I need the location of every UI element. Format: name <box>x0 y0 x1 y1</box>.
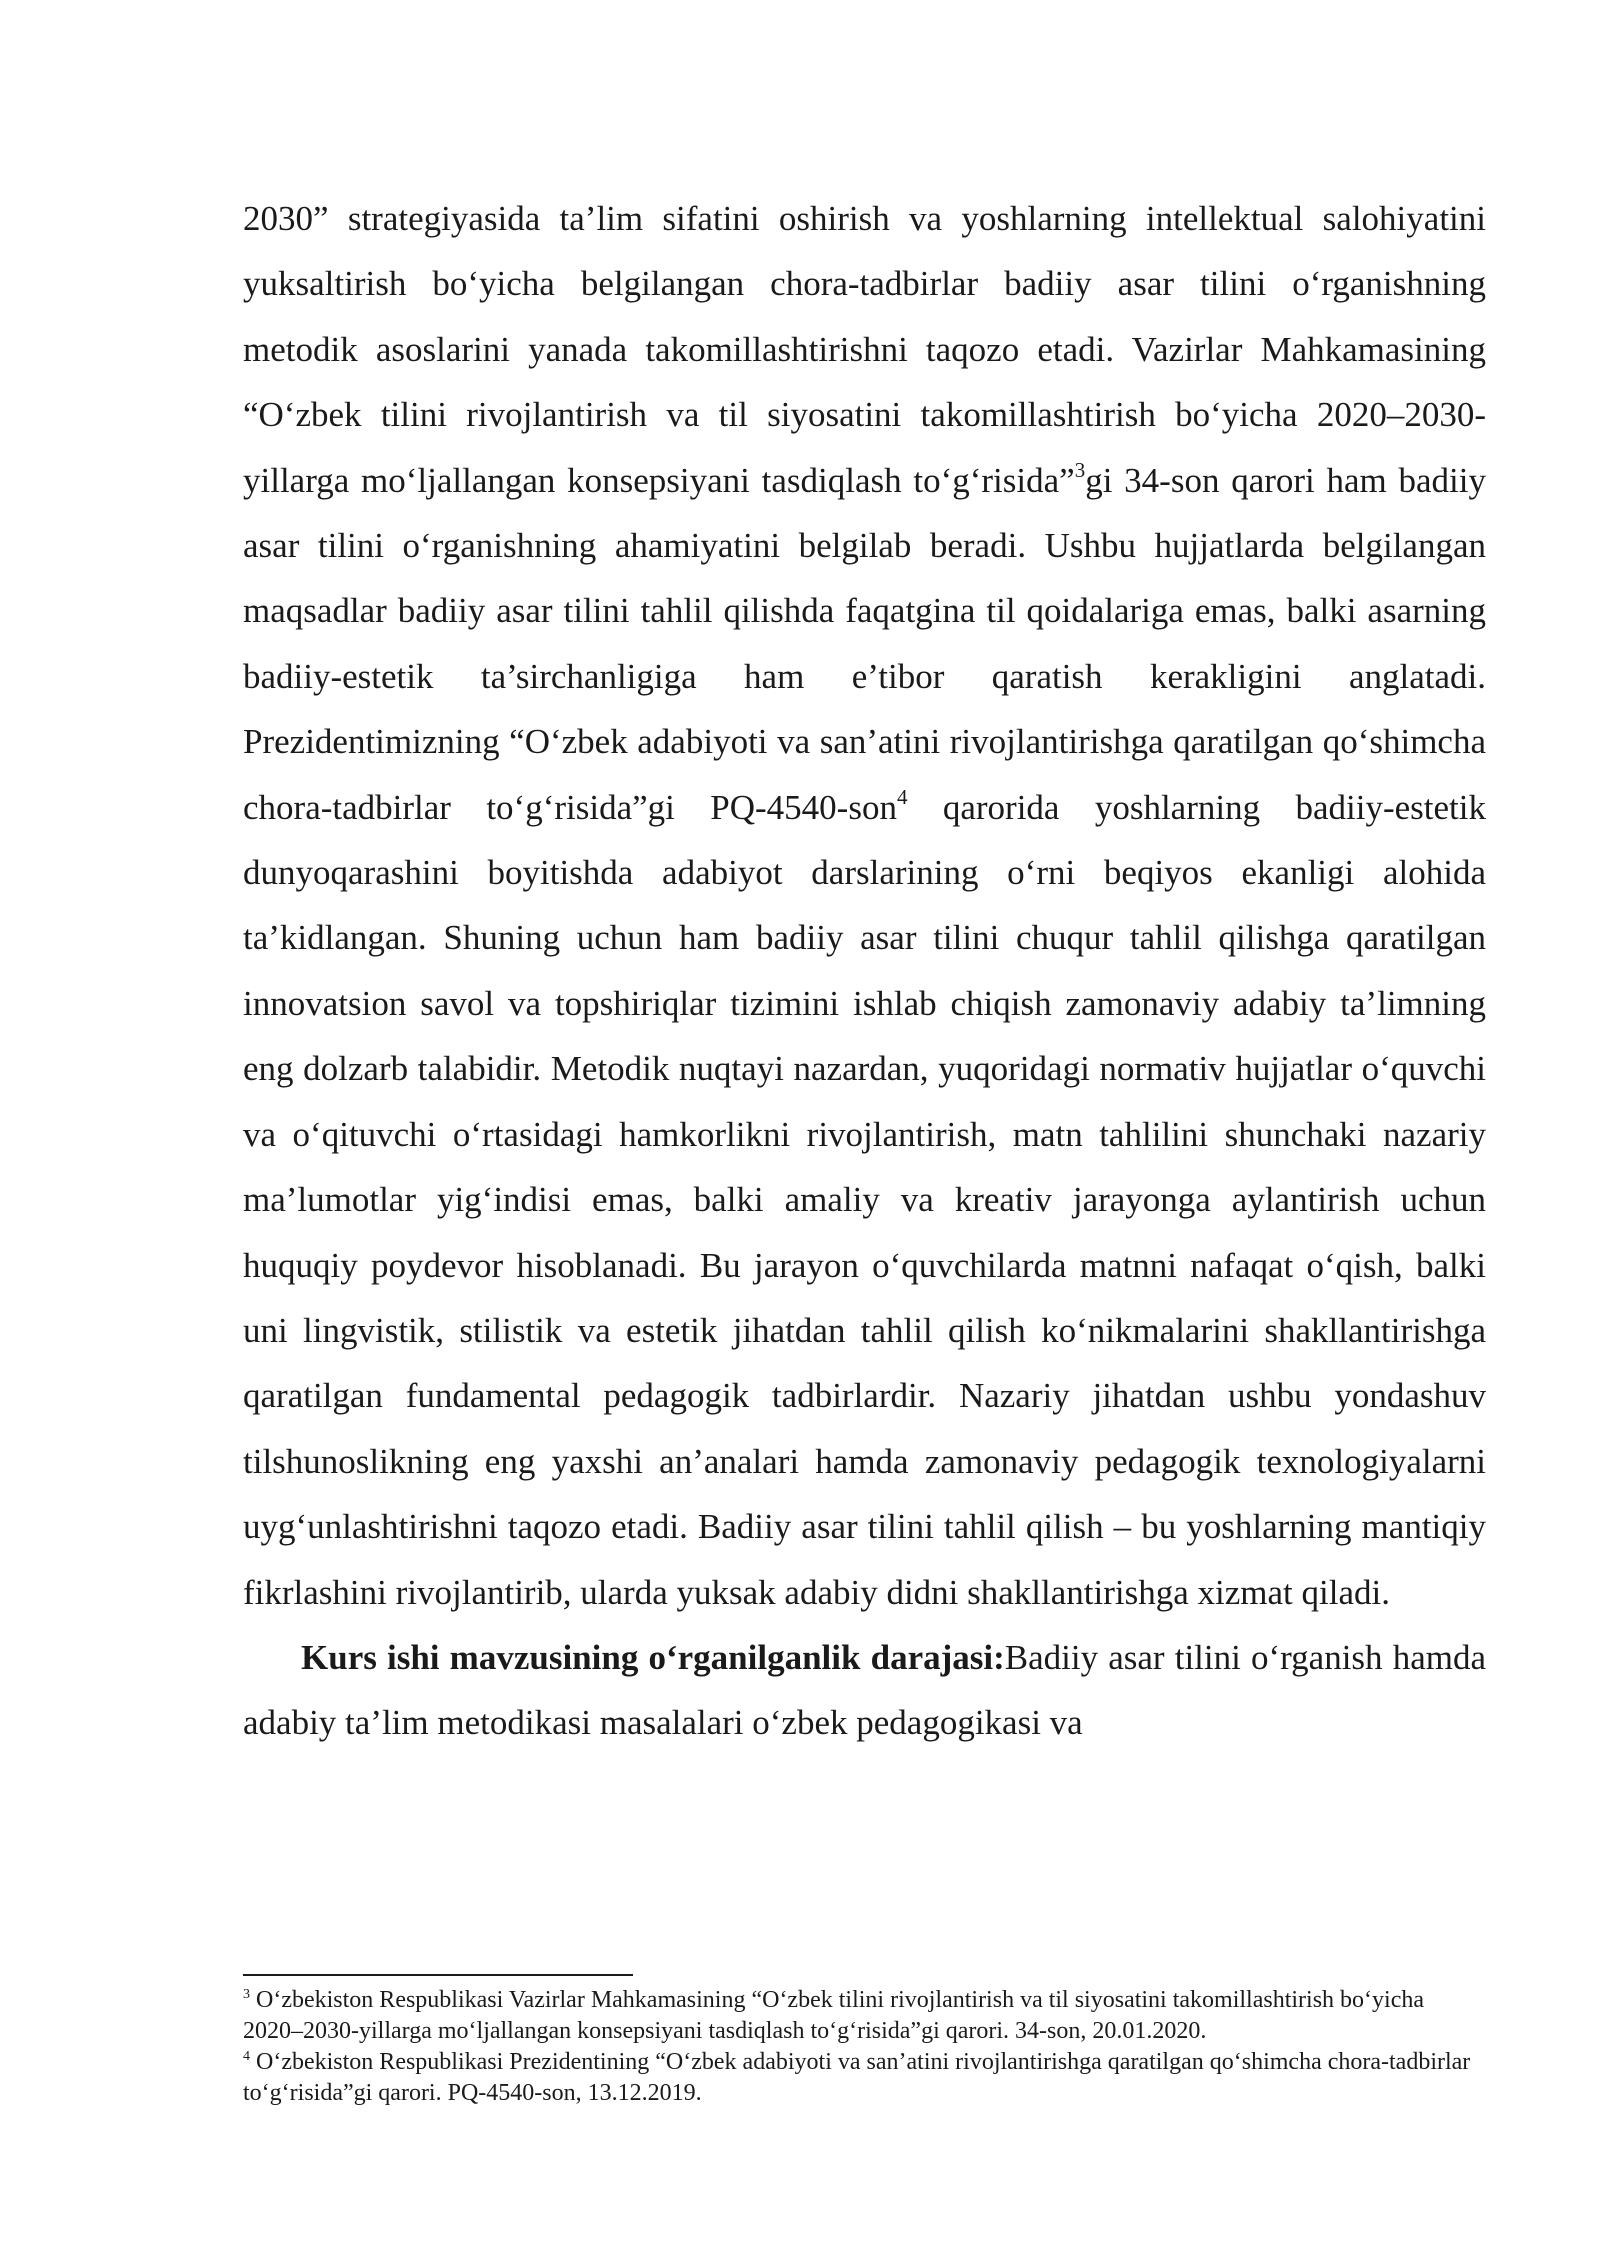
footnote-separator <box>243 1974 633 1976</box>
footnote-number: 3 <box>243 1987 250 2002</box>
paragraph-text-segment: 2030” strategiyasida ta’lim sifatini oshirish va yoshlarning intellektual salohiyatini yuksaltirish bo‘yicha belgilangan chora-tadbirlar badiiy asar tilini o‘rganishning metodik asoslarini yanada takomillashtirishni taqozo etadi. Vazirlar Mahkamasining “O‘zbek tilini rivojlantirish va til siyosatini takomillashtirish bo‘yicha 2020–2030-yillarga mo‘ljallangan konsepsiyani tasdiqlash to‘g‘risida” <box>243 199 1486 500</box>
paragraph-study-level <box>243 1625 1486 1756</box>
footnote-4 <box>243 2047 1486 2109</box>
paragraph-text-segment: gi 34-son qarori ham badiiy asar tilini o‘rganishning ahamiyatini belgilab beradi. Ushbu hujjatlarda belgilangan maqsadlar badiiy asar tilini tahlil qilishda faqatgina til qoidalariga emas, balki asarning badiiy-estetik ta’sirchanligiga ham e’tibor qaratish kerakligini anglatadi. Prezidentimizning “O‘zbek adabiyoti va san’atini rivojlantirishga qaratilgan qo‘shimcha chora-tadbirlar to‘g‘risida”gi PQ-4540-son <box>243 460 1486 827</box>
footnote-reference-3[interactable]: 3 <box>1074 457 1086 482</box>
paragraph-text-segment: Badiiy asar tilini o‘rganish hamda adabiy ta’lim metodikasi masalalari o‘zbek pedagogikasi va <box>243 1637 1486 1743</box>
section-heading-inline: Kurs ishi mavzusining o‘rganilganlik darajasi: <box>301 1637 1005 1677</box>
paragraph-text-segment: qarorida yoshlarning badiiy-estetik dunyoqarashini boyitishda adabiyot darslarining o‘rni beqiyos ekanligi alohida ta’kidlangan. Shuning uchun ham badiiy asar tilini chuqur tahlil qilishga qaratilgan innovatsion savol va topshiriqlar tizimini ishlab chiqish zamonaviy adabiy ta’limning eng dolzarb talabidir. Metodik nuqtayi nazardan, yuqoridagi normativ hujjatlar o‘quvchi va o‘qituvchi o‘rtasidagi hamkorlikni rivojlantirish, matn tahlilini shunchaki nazariy ma’lumotlar yig‘indisi emas, balki amaliy va kreativ jarayonga aylantirish uchun huquqiy poydevor hisoblanadi. Bu jarayon o‘quvchilarda matnni nafaqat o‘qish, balki uni lingvistik, stilistik va estetik jihatdan tahlil qilish ko‘nikmalarini shakllantirishga qaratilgan fundamental pedagogik tadbirlardir. Nazariy jihatdan ushbu yondashuv tilshunoslikning eng yaxshi an’analari hamda zamonaviy pedagogik texnologiyalarni uyg‘unlashtirishni taqozo etadi. Badiiy asar tilini tahlil qilish – bu yoshlarning mantiqiy fikrlashini rivojlantirib, ularda yuksak adabiy didni shakllantirishga xizmat qiladi. <box>243 787 1486 1612</box>
body-text <box>243 186 1486 1756</box>
footnote-number: 4 <box>243 2049 250 2064</box>
footnote-text: O‘zbekiston Respublikasi Vazirlar Mahkamasining “O‘zbek tilini rivojlantirish va til siyosatini takomillashtirish bo‘yicha 2020–2030-yillarga mo‘ljallangan konsepsiyani tasdiqlash to‘g‘risida”gi qarori. 34-son, 20.01.2020. <box>243 1987 1425 2044</box>
footnote-reference-4[interactable]: 4 <box>896 785 908 809</box>
footnote-3 <box>243 1985 1486 2047</box>
paragraph-main <box>243 186 1486 1625</box>
footnote-text: O‘zbekiston Respublikasi Prezidentining “O‘zbek adabiyoti va san’atini rivojlantirishga qaratilgan qo‘shimcha chora-tadbirlar to‘g‘risida”gi qarori. PQ-4540-son, 13.12.2019. <box>243 2049 1471 2106</box>
footnotes <box>243 1985 1486 2109</box>
